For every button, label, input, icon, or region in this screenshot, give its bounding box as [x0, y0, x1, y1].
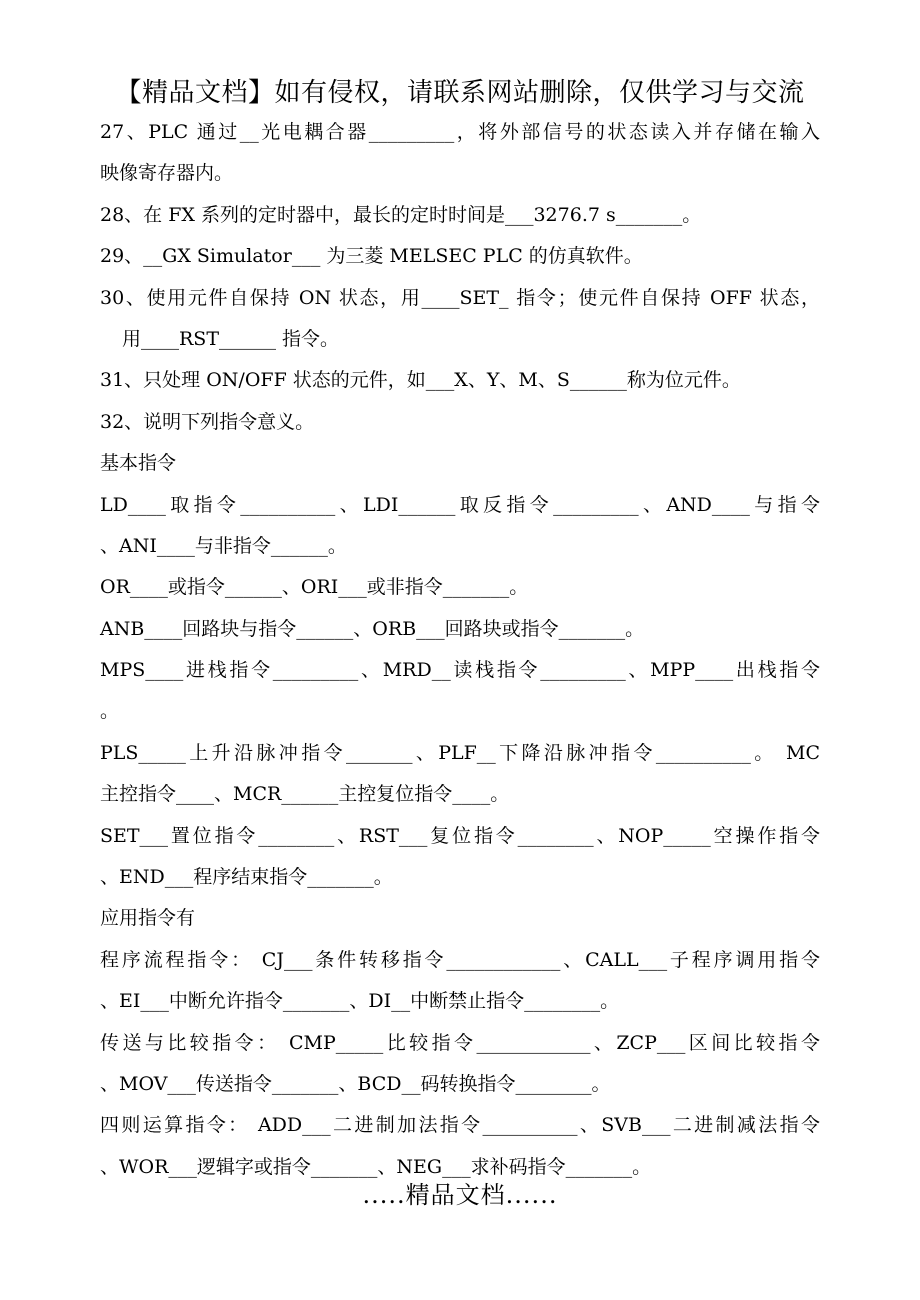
question-27-line-2: 映像寄存器内。 [100, 162, 234, 185]
basic-instructions-mc: 主控指令____、MCR______主控复位指令____。 [100, 783, 510, 806]
basic-instructions-ani: 、ANI____与非指令______。 [100, 534, 347, 557]
question-32: 32、说明下列指令意义。 [100, 410, 315, 433]
question-31: 31、只处理 ON/OFF 状态的元件，如___X、Y、M、S______称为位元件。 [100, 369, 741, 392]
question-30-line-2: 用____RST______ 指令。 [122, 327, 340, 350]
page-header: 【精品文档】如有侵权，请联系网站删除，仅供学习与交流 [115, 78, 805, 108]
question-29: 29、__GX Simulator___ 为三菱 MELSEC PLC 的仿真软件。 [100, 245, 643, 268]
question-28: 28、在 FX 系列的定时器中，最长的定时时间是___3276.7 s_______。 [100, 203, 702, 226]
basic-instructions-set: SET___置位指令________、RST___复位指令________、NOP_____空操作指令 [100, 824, 820, 847]
basic-instructions-mps: MPS____进栈指令_________、MRD__读栈指令_________、MPP____出栈指令 [100, 659, 820, 682]
applied-program-flow-line-2: 、EI___中断允许指令_______、DI__中断禁止指令________。 [100, 990, 620, 1013]
question-27-line-1: 27、PLC 通过__光电耦合器_________，将外部信号的状态读入并存储在输入 [100, 121, 820, 143]
section-heading-applied: 应用指令有 [100, 907, 196, 930]
question-30-line-1: 30、使用元件自保持 ON 状态，用____SET_ 指令；使元件自保持 OFF 状态， [100, 286, 820, 309]
section-heading-basic: 基本指令 [100, 452, 177, 475]
applied-arithmetic-line-1: 四则运算指令： ADD___二进制加法指令__________、SVB___二进制减法指令 [100, 1114, 820, 1137]
basic-instructions-end: 、END___程序结束指令_______。 [100, 866, 393, 889]
basic-instructions-mps-end: 。 [100, 700, 120, 723]
applied-program-flow-line-1: 程序流程指令： CJ___条件转移指令____________、CALL___子程序调用指令 [100, 948, 820, 971]
applied-transfer-compare-line-1: 传送与比较指令： CMP_____比较指令____________、ZCP___区间比较指令 [100, 1031, 820, 1054]
basic-instructions-pls: PLS_____上升沿脉冲指令_______、PLF__下降沿脉冲指令__________。 MC [100, 741, 820, 764]
applied-transfer-compare-line-2: 、MOV___传送指令_______、BCD__码转换指令________。 [100, 1072, 611, 1095]
basic-instructions-ld: LD____取指令__________、LDI______取反指令_________、AND____与指令 [100, 493, 820, 516]
page-footer: .....精品文档...... [362, 1181, 558, 1209]
basic-instructions-or: OR____或指令______、ORI___或非指令_______。 [100, 576, 529, 599]
applied-arithmetic-line-2: 、WOR___逻辑字或指令_______、NEG___求补码指令_______。 [100, 1155, 652, 1178]
basic-instructions-anb: ANB____回路块与指令______、ORB___回路块或指令_______。 [100, 617, 645, 640]
document-body [100, 112, 820, 1188]
